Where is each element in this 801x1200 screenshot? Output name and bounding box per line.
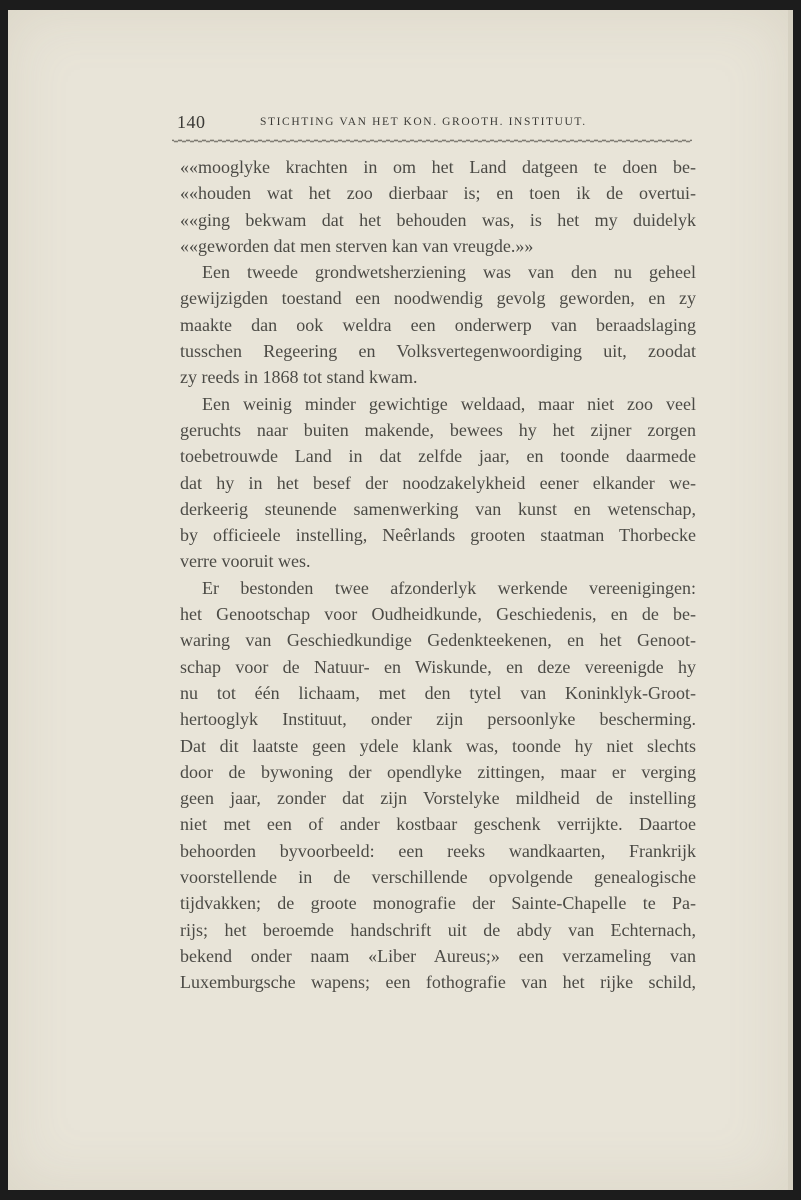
text-line: rijs; het beroemde handschrift uit de abdy van Echternach, — [180, 919, 696, 940]
text-line: ««houden wat het zoo dierbaar is; en toen ik de overtui- — [180, 183, 696, 204]
text-line: Dat dit laatste geen ydele klank was, toonde hy niet slechts — [180, 735, 696, 756]
text-line: nu tot één lichaam, met den tytel van Koninklyk-Groot- — [180, 682, 696, 703]
paragraph-start-line: Er bestonden twee afzonderlyk werkende vereenigingen: — [202, 577, 696, 598]
page-number: 140 — [177, 112, 206, 132]
text-line: waring van Geschiedkundige Gedenkteekenen, en het Genoot- — [180, 630, 696, 651]
running-title: STICHTING VAN HET KON. GROOTH. INSTITUUT. — [260, 116, 587, 128]
text-line: bekend onder naam «Liber Aureus;» een verzameling van — [180, 945, 696, 966]
text-line: Luxemburgsche wapens; een fothografie van het rijke schild, — [180, 972, 696, 993]
text-line: geruchts naar buiten makende, bewees hy het zijner zorgen — [180, 419, 696, 440]
page-header — [171, 112, 623, 136]
text-line: ««ging bekwam dat het behouden was, is het my duidelyk — [180, 209, 696, 230]
text-line: tijdvakken; de groote monografie der Sainte-Chapelle te Pa- — [180, 893, 696, 914]
paragraph-start-line: Een tweede grondwetsherziening was van den nu geheel — [202, 262, 696, 283]
text-line: geen jaar, zonder dat zijn Vorstelyke mildheid de instelling — [180, 788, 696, 809]
text-line: schap voor de Natuur- en Wiskunde, en deze vereenigde hy — [180, 656, 696, 677]
text-line: gewijzigden toestand een noodwendig gevolg geworden, en zy — [180, 288, 696, 309]
text-line: verre vooruit wes. — [180, 551, 311, 572]
text-line: hertooglyk Instituut, onder zijn persoonlyke bescherming. — [180, 709, 696, 730]
text-line: behoorden byvoorbeeld: een reeks wandkaarten, Frankrijk — [180, 840, 696, 861]
body-text — [180, 154, 696, 996]
text-line: maakte dan ook weldra een onderwerp van beraadslaging — [180, 314, 696, 335]
header-wavy-rule — [172, 138, 692, 144]
text-line: tusschen Regeering en Volksvertegenwoordiging uit, zoodat — [180, 341, 696, 362]
paragraph-start-line: Een weinig minder gewichtige weldaad, maar niet zoo veel — [202, 393, 696, 414]
text-line: door de bywoning der opendlyke zittingen, maar er verging — [180, 761, 696, 782]
text-line: toebetrouwde Land in dat zelfde jaar, en toonde daarmede — [180, 446, 696, 467]
text-line: niet met een of ander kostbaar geschenk verrijkte. Daartoe — [180, 814, 696, 835]
text-line: zy reeds in 1868 tot stand kwam. — [180, 367, 418, 388]
text-line: het Genootschap voor Oudheidkunde, Geschiedenis, en de be- — [180, 604, 696, 625]
text-line: ««geworden dat men sterven kan van vreugde.»» — [180, 235, 534, 256]
page-edge — [788, 10, 793, 1190]
text-line: dat hy in het besef der noodzakelykheid eener elkander we- — [180, 472, 696, 493]
text-line: derkeerig steunende samenwerking van kunst en wetenschap, — [180, 498, 696, 519]
text-line: by officieele instelling, Neêrlands grooten staatman Thorbecke — [180, 525, 696, 546]
text-line: voorstellende in de verschillende opvolgende genealogische — [180, 867, 696, 888]
text-line: ««mooglyke krachten in om het Land datgeen te doen be- — [180, 157, 696, 177]
